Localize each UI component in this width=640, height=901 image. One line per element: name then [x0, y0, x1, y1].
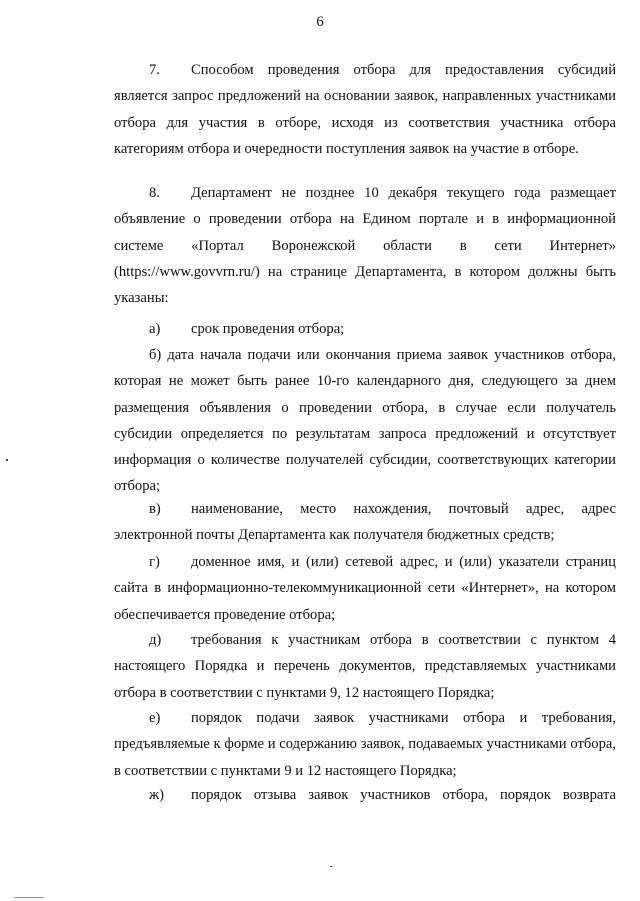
item-number: 7.: [149, 62, 160, 78]
item-letter: а): [149, 321, 161, 337]
page-number: 6: [316, 14, 324, 30]
subitem-d: [114, 627, 616, 706]
subitem-b: [114, 342, 616, 500]
subitem-text: доменное имя, и (или) сетевой адрес, и (или) указатели страниц сайта в информационно-телекоммуникационной сети «Интернет», на котором обеспечивается проведение отбора;: [114, 554, 616, 623]
subitem-text: требования к участникам отбора в соответствии с пунктом 4 настоящего Порядка и перечень документов, представляемых участниками отбора в соответствии с пунктами 9, 12 настоящего Порядка;: [114, 632, 616, 701]
paragraph-7: [114, 57, 616, 162]
subitem-text: порядок подачи заявок участниками отбора и требования, предъявляемые к форме и содержанию заявок, подаваемых участниками отбора, в соответствии с пунктами 9 и 12 настоящего Порядка;: [114, 710, 616, 779]
scan-speck: [6, 459, 8, 461]
scan-speck: [14, 897, 44, 898]
paragraph-text: Способом проведения отбора для предоставления субсидий является запрос предложений на основании заявок, направленных участниками отбора для участия в отборе, исходя из соответствия участника отбора категориям отбора и очередности поступления заявок на участие в отборе.: [114, 62, 616, 157]
item-letter: г): [149, 554, 160, 570]
item-letter: е): [149, 710, 161, 726]
item-number: 8.: [149, 185, 160, 201]
item-letter: в): [149, 501, 161, 517]
subitem-text: б) дата начала подачи или окончания приема заявок участников отбора, которая не может быть ранее 10-го календарного дня, следующего за днем размещения объявления о проведении отбора, в случае если получатель субсидии определяется по результатам запроса предложений и отсутствует информация о количестве получателей субсидии, соответствующих категории отбора;: [114, 347, 616, 495]
item-letter: д): [149, 632, 162, 648]
paragraph-8: [114, 180, 616, 311]
subitem-text: наименование, место нахождения, почтовый адрес, адрес электронной почты Департамента как получателя бюджетных средств;: [114, 501, 616, 544]
scan-speck: [330, 866, 332, 867]
subitem-zh: [114, 782, 616, 808]
paragraph-text: Департамент не позднее 10 декабря текущего года размещает объявление о проведении отбора на Едином портале и в информационной системе «Портал Воронежской области в сети Интернет» (https://www.govvrn.ru/) на странице Департамента, в котором должны быть указаны:: [114, 185, 616, 307]
item-letter: ж): [149, 787, 164, 803]
subitem-g: [114, 549, 616, 628]
subitem-v: [114, 496, 616, 549]
subitem-text: срок проведения отбора;: [191, 321, 345, 337]
subitem-e: [114, 705, 616, 784]
subitem-a: [114, 316, 616, 342]
subitem-text: порядок отзыва заявок участников отбора, порядок возврата: [191, 787, 616, 803]
